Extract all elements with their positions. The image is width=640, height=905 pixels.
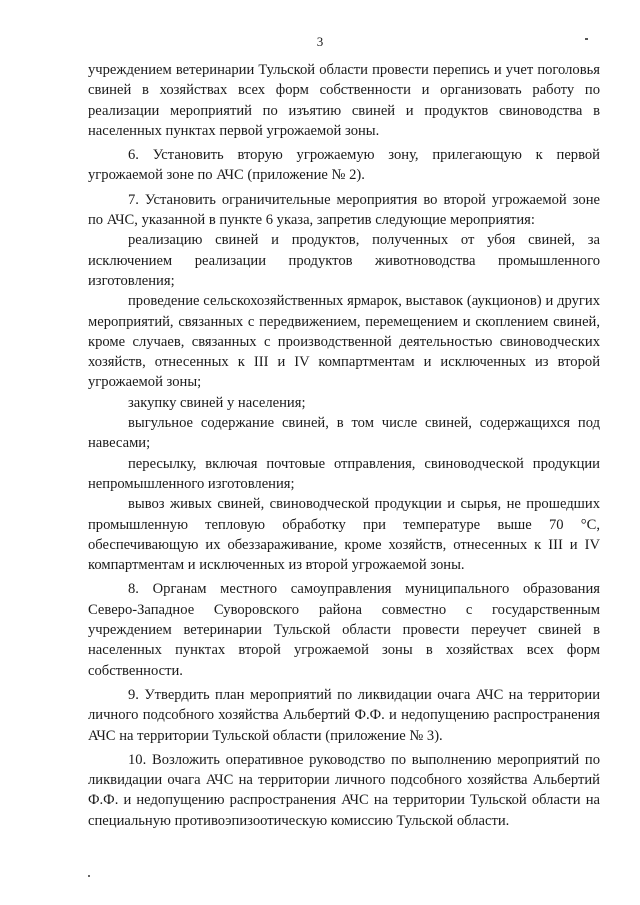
paragraph-restriction-export: вывоз живых свиней, свиноводческой продукции и сырья, не прошедших промышленную тепловую обработку при температуре выше 70 °С, обеспечивающую их обеззараживание, кроме хозяйств, отнесенных к III и IV компартментам и исключенных из второй угрожаемой зоны.	[88, 496, 600, 574]
scan-speck-footer	[88, 875, 90, 877]
paragraph-item-10: 10. Возложить оперативное руководство по выполнению мероприятий по ликвидации очага АЧС на территории личного подсобного хозяйства Альбертий Ф.Ф. и недопущению распространения АЧС на территории Тульской области на специальную противоэпизоотическую комиссию Тульской области.	[88, 751, 600, 829]
paragraph-item-8: 8. Органам местного самоуправления муниципального образования Северо-Западное Суворовского района совместно с государственным учреждением ветеринарии Тульской области провести переучет свиней в населенных пунктах второй угрожаемой зоны в хозяйствах всех форм собственности.	[88, 581, 600, 679]
document-body	[88, 60, 600, 831]
paragraph-restriction-sale: реализацию свиней и продуктов, полученных от убоя свиней, за исключением реализации продуктов животноводства промышленного изготовления;	[88, 232, 600, 289]
paragraph-restriction-fairs: проведение сельскохозяйственных ярмарок, выставок (аукционов) и других мероприятий, связанных с передвижением, перемещением и скоплением свиней, кроме случаев, связанных с производственной деятельностью свиноводческих хозяйств, отнесенных к III и IV компартментам и исключенных из второй угрожаемой зоны;	[88, 293, 600, 391]
paragraph-item-7: 7. Установить ограничительные мероприятия во второй угрожаемой зоне по АЧС, указанной в пункте 6 указа, запретив следующие мероприятия:	[88, 191, 600, 229]
paragraph-restriction-purchase: закупку свиней у населения;	[128, 394, 306, 411]
paragraph-continuation: учреждением ветеринарии Тульской области провести перепись и учет поголовья свиней в хозяйствах всех форм собственности и организовать работу по реализации мероприятий по изъятию свиней и продуктов свиноводства в населенных пунктах первой угрожаемой зоны.	[88, 62, 600, 139]
paragraph-restriction-mail: пересылку, включая почтовые отправления, свиноводческой продукции непромышленного изготовления;	[88, 455, 600, 492]
paragraph-item-9: 9. Утвердить план мероприятий по ликвидации очага АЧС на территории личного подсобного хозяйства Альбертий Ф.Ф. и недопущению распространения АЧС на территории Тульской области (приложение № 3).	[88, 686, 600, 744]
page-number: 3	[316, 34, 324, 49]
scan-speck	[585, 38, 588, 40]
paragraph-restriction-free-range: выгульное содержание свиней, в том числе свиней, содержащихся под навесами;	[88, 415, 600, 452]
paragraph-item-6: 6. Установить вторую угрожаемую зону, прилегающую к первой угрожаемой зоне по АЧС (приложение № 2).	[88, 147, 600, 184]
